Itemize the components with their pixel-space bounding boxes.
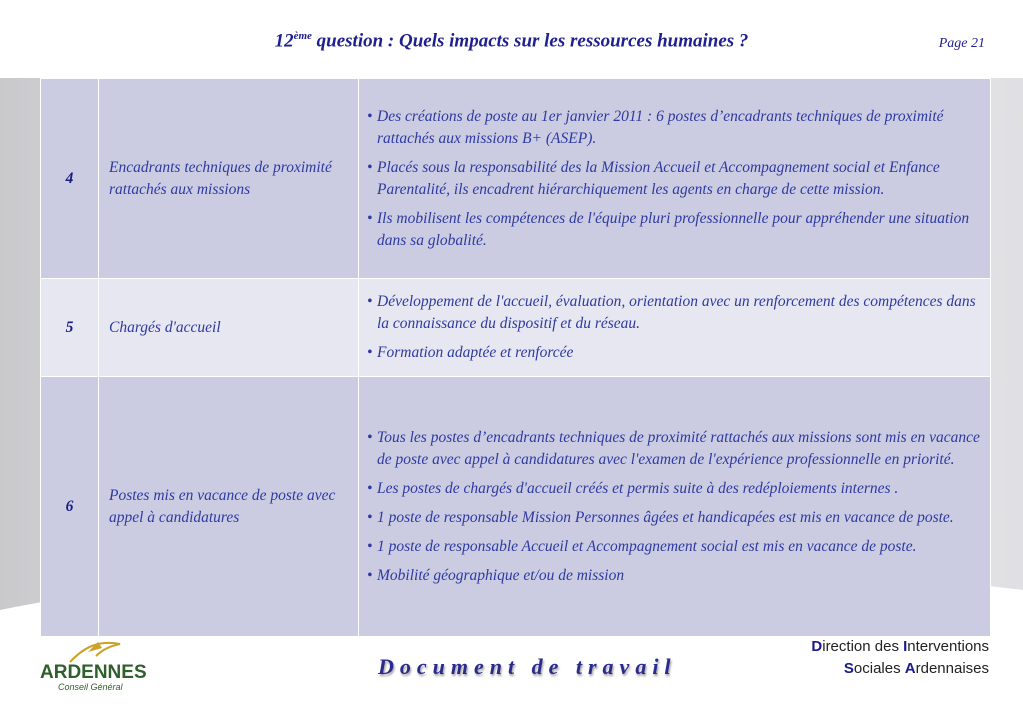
list-item: • Les postes de chargés d'accueil créés et permis suite à des redéploiements internes . [367,478,980,500]
logo-subtitle: Conseil Général [58,682,123,692]
list-item: • Tous les postes d’encadrants techniques de proximité rattachés aux missions sont mis en vacance de poste avec appel à candidatures avec l'examen de l'expérience professionnelle en priorité. [367,428,980,468]
title-number: 12 [274,30,294,52]
list-item: • Formation adaptée et renforcée [367,342,980,364]
bullet-icon: • [367,344,373,361]
row-label: Encadrants techniques de proximité rattachés aux missions [99,79,359,279]
row-label: Postes mis en vacance de poste avec appel à candidatures [99,377,359,637]
page-number: Page 21 [938,36,985,51]
list-item: • Placés sous la responsabilité des la Mission Accueil et Accompagnement social et Enfance Parentalité, ils encadrent hiérarchiquement les agents en charge de cette mission. [367,158,940,198]
bullet-icon: • [367,508,373,526]
bullet-icon: • [367,537,373,555]
org-line-1: Direction des Interventions [811,638,989,655]
title-text: question : Quels impacts sur les ressources humaines ? [311,30,749,52]
list-item: • Ils mobilisent les compétences de l'équipe pluri professionnelle pour appréhender une situation dans sa globalité. [367,209,970,249]
bullet-icon: • [367,209,373,227]
bullet-icon: • [367,107,373,125]
row-details [359,79,991,279]
impacts-table [40,78,991,637]
document-label: Document de travail [378,654,677,679]
bullet-icon: • [367,428,373,446]
org-line-2: Sociales Ardennaises [843,660,989,677]
list-item: • 1 poste de responsable Accueil et Accompagnement social est mis en vacance de poste. [367,536,980,558]
row-details [359,279,991,377]
bullet-icon: • [367,293,373,310]
row-number: 4 [41,79,99,279]
bullet-icon: • [367,479,373,497]
organization-name [811,636,989,680]
row-number: 6 [41,377,99,637]
row-label: Chargés d'accueil [99,279,359,377]
row-details [359,377,991,637]
list-item: • Des créations de poste au 1er janvier 2011 : 6 postes d’encadrants techniques de proximité rattachés aux missions B+ (ASEP). [367,107,944,147]
page-title [0,30,1023,52]
list-item: • Mobilité géographique et/ou de mission [367,565,980,587]
logo-name: ARDENNES [40,662,147,683]
list-item: • 1 poste de responsable Mission Personnes âgées et handicapées est mis en vacance de poste. [367,507,980,529]
table-row [41,79,991,279]
table-row [41,279,991,377]
ardennes-logo [40,636,155,698]
bullet-icon: • [367,158,373,176]
row-number: 5 [41,279,99,377]
bullet-icon: • [367,566,373,584]
table-row [41,377,991,637]
list-item: • Développement de l'accueil, évaluation, orientation avec un renforcement des compétences dans la connaissance du dispositif et du réseau. [367,293,976,332]
title-superscript: ème [293,30,312,42]
